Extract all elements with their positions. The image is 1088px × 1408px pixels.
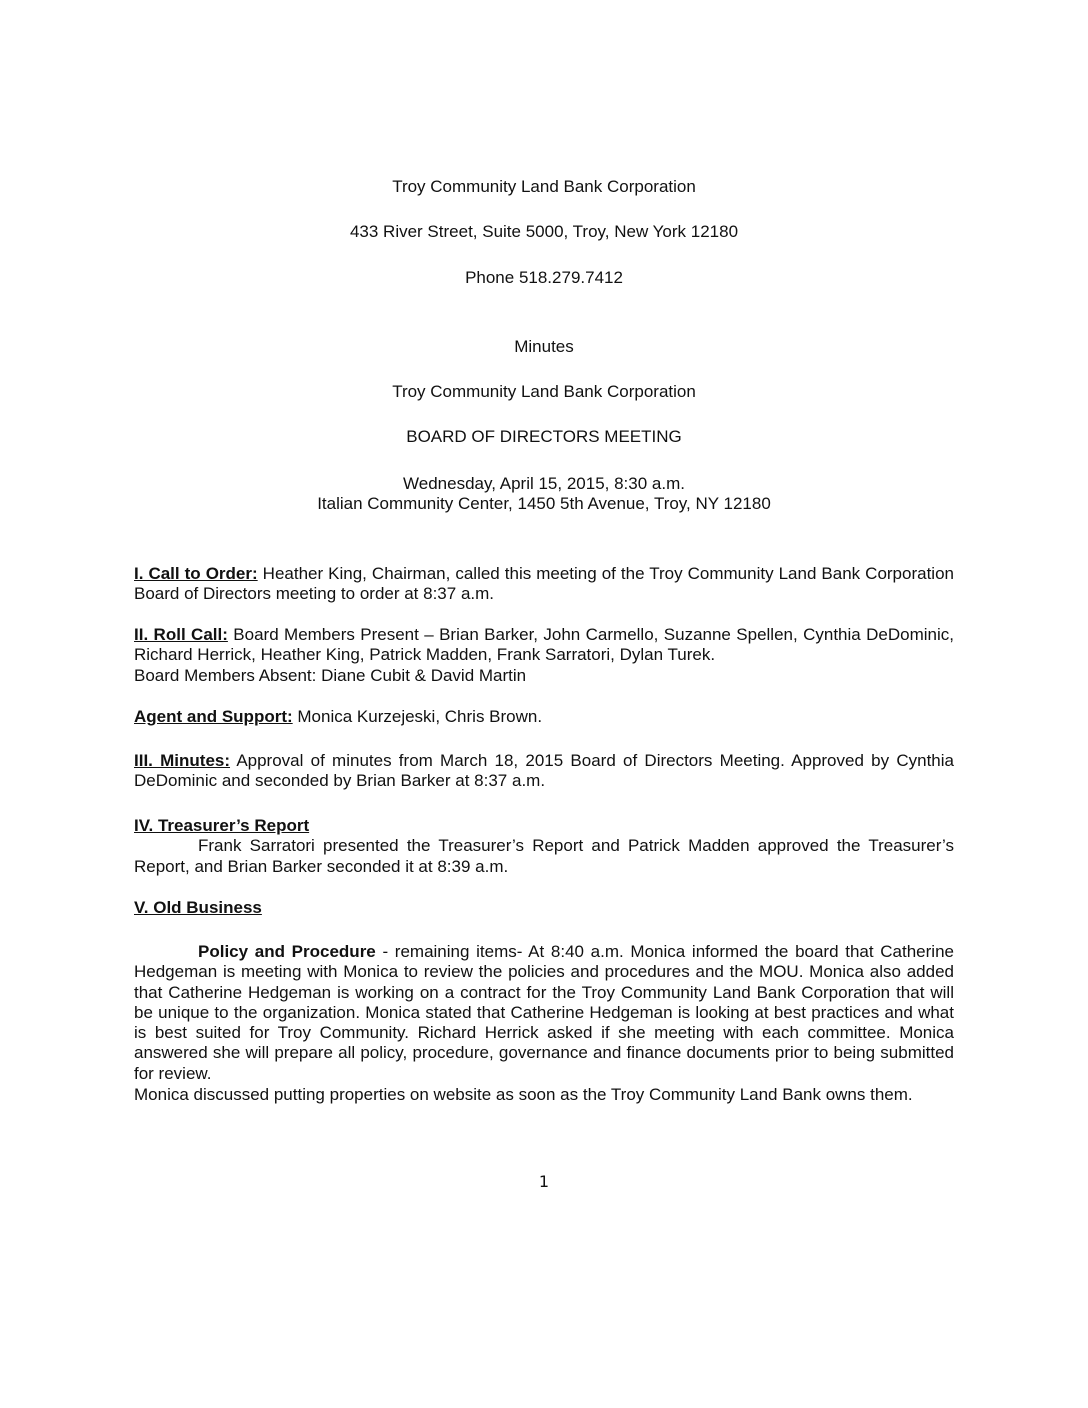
roll-call-absent: Board Members Absent: Diane Cubit & David Martin (134, 665, 527, 685)
meeting-datetime: Wednesday, April 15, 2015, 8:30 a.m. (403, 474, 685, 493)
org-address: 433 River Street, Suite 5000, Troy, New York 12180 (349, 222, 739, 241)
org-phone: Phone 518.279.7412 (465, 268, 623, 287)
section-call-to-order (134, 564, 954, 605)
section-agent-support (134, 707, 954, 727)
old-business-heading (134, 898, 954, 918)
website-text: Monica discussed putting properties on website as soon as the Troy Community Land Bank owns them. (134, 1085, 913, 1104)
minutes-text: Approval of minutes from March 18, 2015 Board of Directors Meeting. Approved by Cynthia DeDominic and seconded by Brian Barker at 8:37 a.m. (134, 751, 954, 791)
treasurer-label: IV. Treasurer’s Report (134, 816, 310, 835)
org-name-title: Troy Community Land Bank Corporation (392, 382, 696, 401)
old-business-label: V. Old Business (134, 898, 262, 917)
minutes-title: Minutes (514, 337, 574, 356)
org-name-header: Troy Community Land Bank Corporation (392, 177, 696, 196)
roll-call-text: Board Members Present – Brian Barker, John Carmello, Suzanne Spellen, Cynthia DeDominic, Richard Herrick, Heather King, Patrick Madden, Frank Sarratori, Dylan Turek. (134, 625, 954, 665)
call-to-order-text: Heather King, Chairman, called this meeting of the Troy Community Land Bank Corporation Board of Directors meeting to order at 8:37 a.m. (134, 564, 954, 604)
page-number: 1 (538, 1172, 550, 1191)
minutes-label: III. Minutes: (134, 751, 231, 770)
section-minutes (134, 751, 954, 792)
meeting-title: BOARD OF DIRECTORS MEETING (406, 427, 682, 446)
policy-procedure-paragraph (134, 942, 954, 1084)
agent-support-label: Agent and Support: (134, 707, 293, 726)
website-paragraph (134, 1085, 954, 1105)
policy-procedure-label: Policy and Procedure (198, 942, 376, 961)
roll-call-label: II. Roll Call: (134, 625, 228, 644)
call-to-order-label: I. Call to Order: (134, 564, 258, 583)
policy-procedure-text: - remaining items- At 8:40 a.m. Monica informed the board that Catherine Hedgeman is meeting with Monica to review the policies and procedures and the MOU. Monica also added that Catherine Hedgeman is working on a contract for the Troy Community Land Bank Corporation that will be unique to the organization. Monica stated that Catherine Hedgeman is looking at best practices and what is best suited for Troy Community. Richard Herrick asked if she meeting with each committee. Monica answered she will prepare all policy, procedure, governance and finance documents prior to being submitted for review. (134, 942, 954, 1083)
section-treasurer (134, 816, 954, 877)
section-roll-call (134, 625, 954, 686)
meeting-location: Italian Community Center, 1450 5th Avenue, Troy, NY 12180 (317, 494, 771, 513)
agent-support-text: Monica Kurzejeski, Chris Brown. (297, 707, 543, 726)
treasurer-text: Frank Sarratori presented the Treasurer’s Report and Patrick Madden approved the Treasurer’s Report, and Brian Barker seconded it at 8:39 a.m. (134, 836, 954, 876)
